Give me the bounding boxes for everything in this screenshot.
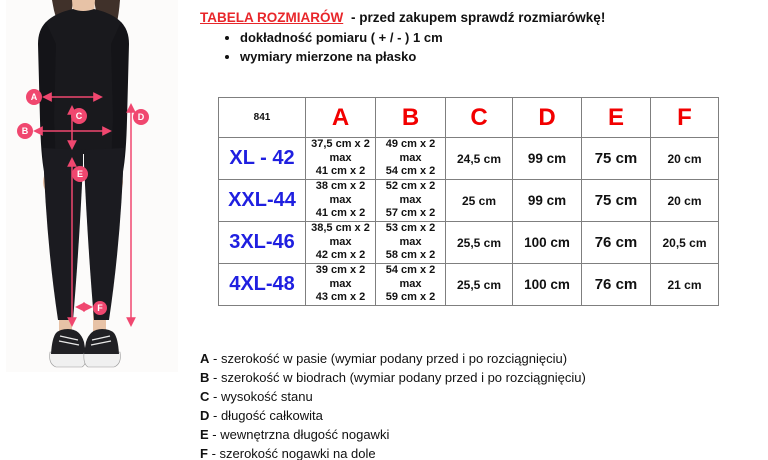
marker-b-label: B (21, 126, 29, 136)
table-row (219, 222, 719, 264)
marker-f-label: F (97, 303, 103, 313)
cell-a: 38,5 cm x 2 max 42 cm x 2 (306, 222, 376, 264)
note-item: • dokładność pomiaru ( + / - ) 1 cm (240, 28, 443, 47)
note-item: • wymiary mierzone na płasko (240, 47, 443, 66)
model-number: 841 (219, 98, 306, 138)
table-header-row (219, 98, 719, 138)
model-photo (0, 0, 185, 380)
model-figure-illustration (0, 0, 185, 380)
cell-a: 38 cm x 2 max 41 cm x 2 (306, 180, 376, 222)
marker-a-label: A (30, 92, 38, 102)
cell-e: 75 cm (582, 138, 651, 180)
cell-d: 99 cm (513, 138, 582, 180)
cell-c: 25,5 cm (446, 222, 513, 264)
measurement-legend (200, 349, 586, 460)
cell-f: 20 cm (651, 180, 719, 222)
column-header-f: F (651, 98, 719, 138)
cell-e: 76 cm (582, 222, 651, 264)
cell-b: 52 cm x 2 max 57 cm x 2 (376, 180, 446, 222)
table-row (219, 180, 719, 222)
column-header-b: B (376, 98, 446, 138)
legend-item: E - wewnętrzna długość nogawki (200, 427, 390, 442)
marker-d-label: D (137, 112, 145, 122)
cell-a: 39 cm x 2 max 43 cm x 2 (306, 264, 376, 306)
size-label: 3XL-46 (219, 222, 306, 264)
cell-f: 20,5 cm (651, 222, 719, 264)
notes-list (240, 28, 443, 66)
cell-e: 75 cm (582, 180, 651, 222)
cell-d: 100 cm (513, 222, 582, 264)
cell-d: 100 cm (513, 264, 582, 306)
legend-item: A - szerokość w pasie (wymiar podany przed i po rozciągnięciu) (200, 351, 568, 366)
table-row (219, 264, 719, 306)
column-header-c: C (446, 98, 513, 138)
marker-c-label: C (75, 111, 83, 121)
headline (200, 8, 760, 27)
cell-d: 99 cm (513, 180, 582, 222)
size-label: 4XL-48 (219, 264, 306, 306)
cell-c: 25,5 cm (446, 264, 513, 306)
column-header-d: D (513, 98, 582, 138)
cell-c: 24,5 cm (446, 138, 513, 180)
cell-f: 21 cm (651, 264, 719, 306)
size-label: XXL-44 (219, 180, 306, 222)
page-title: TABELA ROZMIARÓW (200, 10, 344, 25)
cell-a: 37,5 cm x 2 max 41 cm x 2 (306, 138, 376, 180)
legend-item: F - szerokość nogawki na dole (200, 446, 376, 460)
size-table (218, 97, 719, 306)
cell-b: 53 cm x 2 max 58 cm x 2 (376, 222, 446, 264)
column-header-e: E (582, 98, 651, 138)
column-header-a: A (306, 98, 376, 138)
cell-e: 76 cm (582, 264, 651, 306)
page-subtitle: - przed zakupem sprawdź rozmiarówkę! (351, 10, 606, 25)
cell-f: 20 cm (651, 138, 719, 180)
legend-item: C - wysokość stanu (200, 389, 313, 404)
size-label: XL - 42 (219, 138, 306, 180)
legend-item: B - szerokość w biodrach (wymiar podany przed i po rozciągnięciu) (200, 370, 586, 385)
table-row (219, 138, 719, 180)
marker-e-label: E (76, 169, 84, 179)
cell-b: 49 cm x 2 max 54 cm x 2 (376, 138, 446, 180)
cell-c: 25 cm (446, 180, 513, 222)
cell-b: 54 cm x 2 max 59 cm x 2 (376, 264, 446, 306)
legend-item: D - długość całkowita (200, 408, 323, 423)
